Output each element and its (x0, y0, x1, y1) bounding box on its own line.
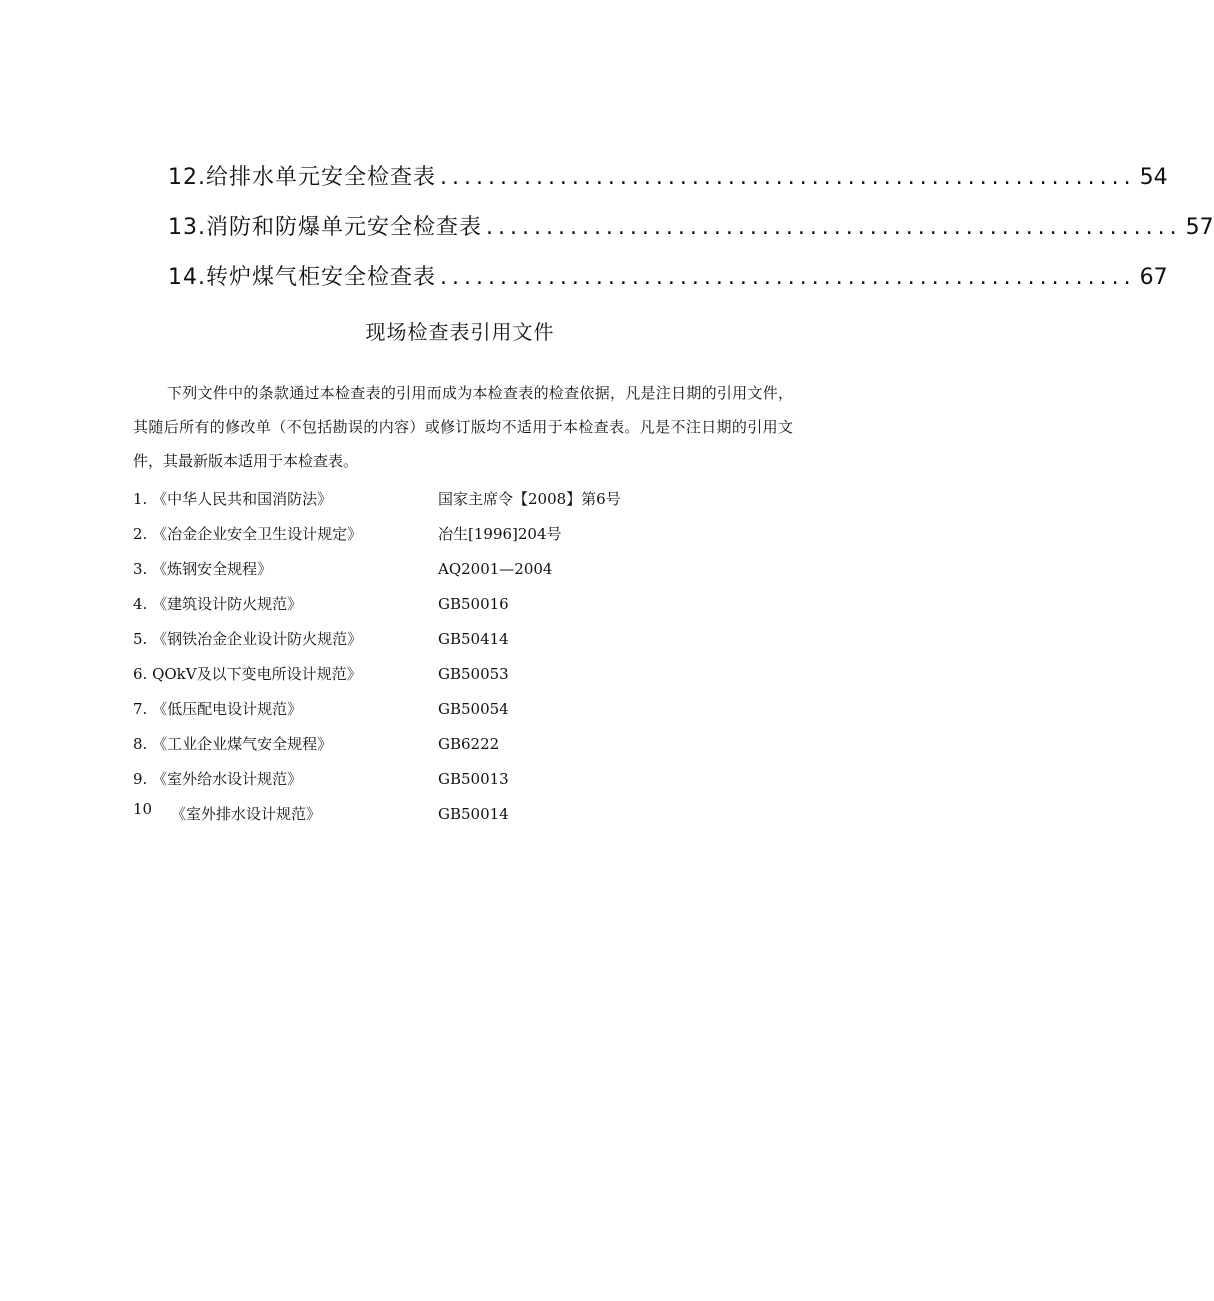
reference-item (133, 799, 793, 834)
reference-title: 1. 《中华人民共和国消防法》 (133, 490, 333, 508)
toc-title: .转炉煤气柜安全检查表 (198, 265, 436, 290)
table-of-contents (168, 160, 1214, 310)
toc-page-number: 57 (1185, 215, 1214, 240)
reference-title: 4. 《建筑设计防火规范》 (133, 595, 303, 613)
toc-leader-dots: .......................................................... (486, 215, 1182, 240)
reference-item (133, 729, 793, 764)
reference-standard: GB50013 (438, 770, 509, 788)
reference-title: 8. 《工业企业煤气安全规程》 (133, 735, 333, 753)
reference-item (133, 519, 793, 554)
reference-standard: GB50414 (438, 630, 509, 648)
reference-list (133, 484, 793, 834)
toc-entry[interactable] (168, 210, 1214, 260)
reference-title: 6. QOkV及以下变电所设计规范》 (133, 665, 362, 683)
reference-item (133, 694, 793, 729)
reference-title: 《室外排水设计规范》 (171, 805, 322, 823)
reference-standard: GB50054 (438, 700, 509, 718)
reference-item (133, 589, 793, 624)
reference-standard: GB50014 (438, 805, 509, 823)
reference-title: 3. 《炼钢安全规程》 (133, 560, 273, 578)
toc-number: 12 (168, 165, 198, 190)
toc-number: 13 (168, 215, 198, 240)
section-title: 现场检查表引用文件 (365, 320, 555, 344)
reference-title: 5. 《钢铁冶金企业设计防火规范》 (133, 630, 363, 648)
reference-number: 10 (133, 800, 153, 818)
reference-standard: 国家主席令【2008】第6号 (438, 490, 621, 508)
toc-entry[interactable] (168, 260, 1168, 310)
reference-title: 7. 《低压配电设计规范》 (133, 700, 303, 718)
reference-title: 9. 《室外给水设计规范》 (133, 770, 303, 788)
toc-title: .消防和防爆单元安全检查表 (198, 215, 482, 240)
reference-item (133, 764, 793, 799)
reference-title: 2. 《冶金企业安全卫生设计规定》 (133, 525, 363, 543)
toc-leader-dots: .......................................................... (440, 265, 1136, 290)
reference-standard: AQ2001—2004 (438, 560, 553, 578)
toc-title: .给排水单元安全检查表 (198, 165, 436, 190)
reference-item (133, 624, 793, 659)
intro-paragraph: 下列文件中的条款通过本检查表的引用而成为本检查表的检查依据，凡是注日期的引用文件，其随后所有的修改单（不包括勘误的内容）或修订版均不适用于本检查表。凡是不注日期的引用文件，其最新版本适用于本检查表。 (133, 384, 793, 470)
reference-standard: GB6222 (438, 735, 500, 753)
reference-item (133, 484, 793, 519)
reference-item (133, 554, 793, 589)
reference-standard: GB50053 (438, 665, 509, 683)
reference-standard: GB50016 (438, 595, 509, 613)
reference-standard: 冶生[1996]204号 (438, 525, 562, 543)
toc-page-number: 67 (1139, 265, 1168, 290)
toc-leader-dots: .......................................................... (440, 165, 1136, 190)
toc-entry[interactable] (168, 160, 1168, 210)
reference-item (133, 659, 793, 694)
toc-number: 14 (168, 265, 198, 290)
toc-page-number: 54 (1139, 165, 1168, 190)
